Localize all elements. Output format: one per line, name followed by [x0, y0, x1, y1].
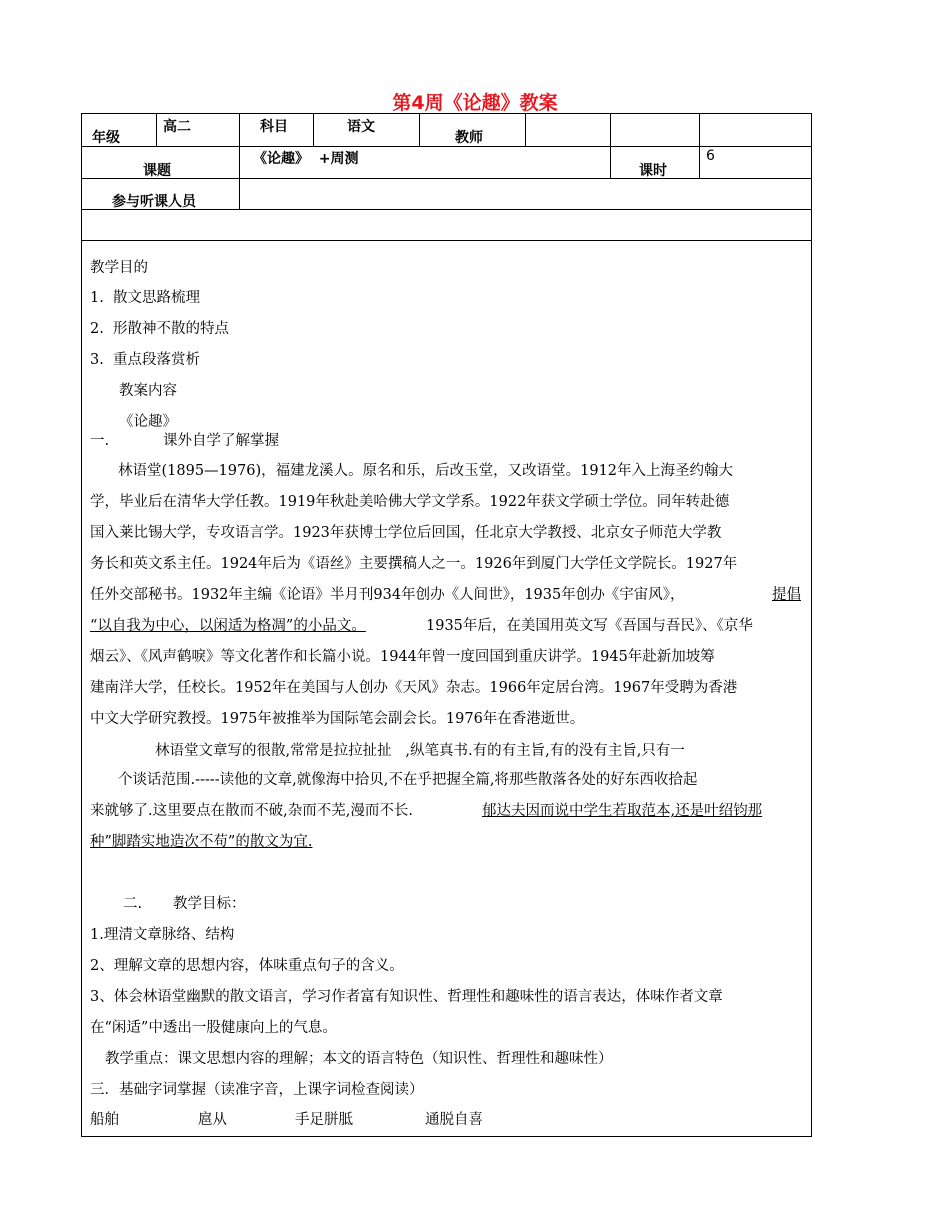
teacher-label: 教师 [455, 130, 483, 146]
table-rule [239, 113, 240, 146]
bio-line: 中文大学研究教授。1975年被推举为国际笔会副会长。1976年在香港逝世。 [90, 711, 585, 727]
section2-title: 教学目标： [173, 896, 246, 912]
table-rule [610, 146, 611, 178]
grade-label: 年级 [92, 130, 120, 146]
bio-line: 林语堂(1895—1976)，福建龙溪人。原名和乐，后改玉堂，又改语堂。1912年入上海圣约翰大 [118, 463, 734, 479]
vocab-word: 手足胼胝 [295, 1112, 353, 1128]
goal-item: 1. 散文思路梳理 [90, 290, 201, 306]
style-underlined: 种”脚踏实地造次不苟”的散文为宜. [90, 834, 313, 850]
style-line: 来就够了.这里要点在散而不破,杂而不芜,漫而不长. [90, 803, 413, 819]
goals-heading: 教学目的 [90, 260, 148, 276]
objective-item: 在“闲适”中透出一股健康向上的气息。 [90, 1020, 337, 1036]
topic-label: 课题 [143, 163, 171, 179]
table-rule [699, 146, 700, 178]
table-rule [419, 113, 420, 146]
bio-line: 建南洋大学，任校长。1952年在美国与人创办《天风》杂志。1966年定居台湾。1967年受聘为香港 [90, 680, 738, 696]
bio-line: 国入莱比锡大学，专攻语言学。1923年获博士学位后回国，任北京大学教授、北京女子师范大学教 [90, 525, 722, 541]
section2-number: 二. [123, 896, 143, 912]
style-line: 林语堂文章写的很散,常常是拉拉扯扯 ,纵笔真书.有的有主旨,有的没有主旨,只有一 [155, 743, 685, 759]
vocab-word: 扈从 [198, 1112, 227, 1128]
bio-line: 学，毕业后在清华大学任教。1919年秋赴美哈佛大学文学系。1922年获文学硕士学位。同年转赴德 [90, 494, 730, 510]
table-rule [81, 146, 812, 147]
article-title: 《论趣》 [119, 414, 177, 430]
topic-value: 《论趣》 +周测 [253, 151, 359, 167]
bio-line: 任外交部秘书。1932年主编《论语》半月刊934年创办《人间世》，1935年创办《宇宙风》， [90, 587, 685, 603]
bio-underlined: “以自我为中心，以闲适为格凋”的小品文。 [90, 618, 366, 634]
table-rule [525, 113, 526, 146]
table-rule [610, 113, 611, 146]
table-rule [239, 146, 240, 209]
subject-value: 语文 [347, 119, 375, 135]
page-title: 第4周《论趣》教案 [392, 92, 558, 114]
section1-number: 一. [90, 433, 110, 449]
table-rule [313, 113, 314, 146]
table-rule [699, 113, 700, 146]
style-underlined: 郁达夫因而说中学生若取范本,还是叶绍钧那 [482, 803, 763, 819]
attendees-label: 参与听课人员 [112, 194, 196, 210]
section1-title: 课外自学了解掌握 [163, 433, 279, 449]
style-line: 个谈话范围.-----读他的文章,就像海中拾贝,不在乎把握全篇,将那些散落各处的好东西收拾起 [118, 772, 698, 788]
bio-underlined: 提倡 [772, 587, 801, 603]
vocab-word: 船舶 [90, 1112, 119, 1128]
bio-line: 务长和英文系主任。1924年后为《语丝》主要撰稿人之一。1926年到厦门大学任文学院长。1927年 [90, 556, 738, 572]
hours-value: 6 [706, 148, 715, 164]
subject-label: 科目 [260, 119, 288, 135]
objective-item: 3、体会林语堂幽默的散文语言，学习作者富有知识性、哲理性和趣味性的语言表达，体味作者文章 [90, 989, 723, 1005]
bio-line: 烟云》、《风声鹤唳》等文化著作和长篇小说。1944年曾一度回国到重庆讲学。1945年赴新加坡筹 [90, 649, 715, 665]
section3-title: 三．基础字词掌握（读准字音，上课字词检查阅读） [90, 1082, 424, 1098]
bio-line: 1935年后，在美国用英文写《吾国与吾民》、《京华 [426, 618, 753, 634]
hours-label: 课时 [639, 163, 667, 179]
grade-value: 高二 [163, 119, 191, 135]
goal-item: 3. 重点段落赏析 [90, 352, 201, 368]
table-rule [156, 113, 157, 146]
content-heading: 教案内容 [119, 383, 177, 399]
goal-item: 2. 形散神不散的特点 [90, 321, 230, 337]
objective-item: 1.理清文章脉络、结构 [90, 927, 235, 943]
table-rule [81, 178, 812, 179]
table-rule [81, 240, 812, 241]
teaching-focus: 教学重点：课文思想内容的理解；本文的语言特色（知识性、哲理性和趣味性） [105, 1051, 613, 1067]
vocab-word: 通脱自喜 [425, 1112, 483, 1128]
objective-item: 2、理解文章的思想内容，体味重点句子的含义。 [90, 958, 404, 974]
